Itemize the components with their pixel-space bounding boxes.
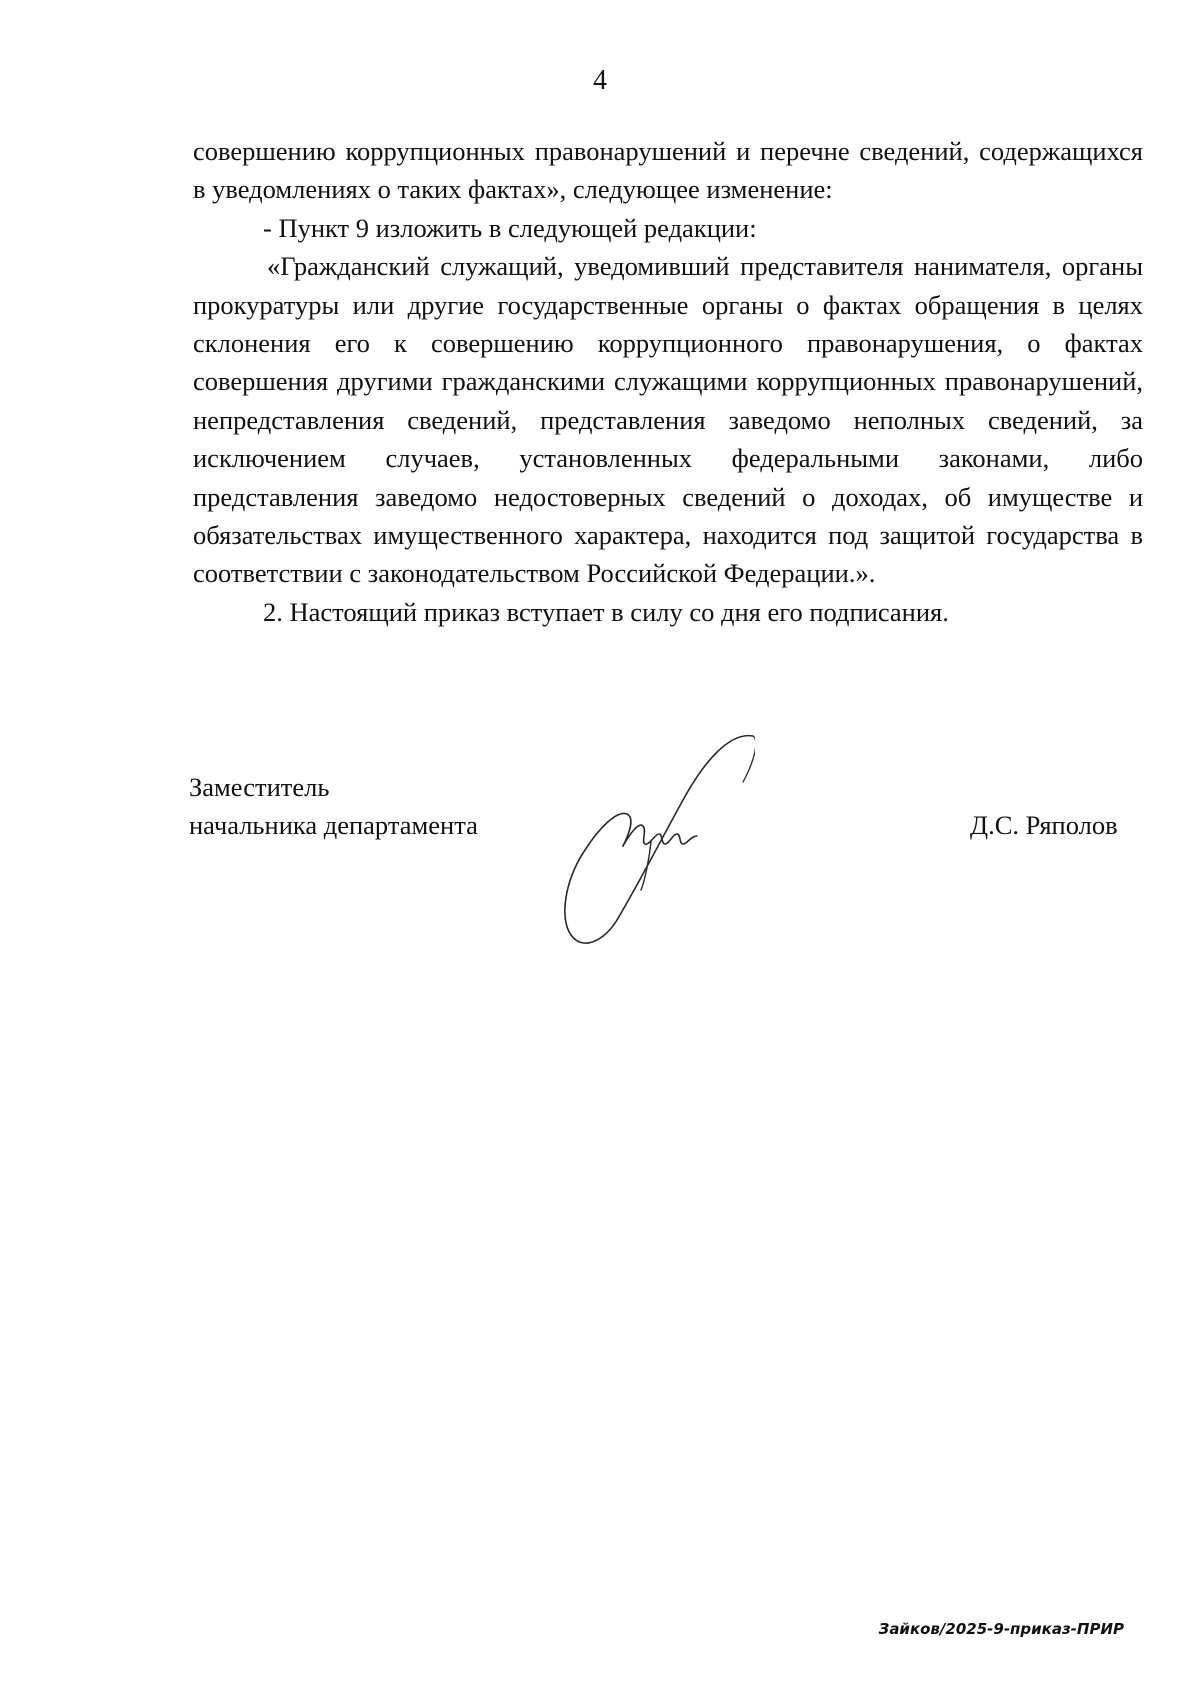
signatory-position (189, 768, 478, 844)
document-body (193, 132, 1143, 631)
signatory-name: Д.С. Ряполов (970, 810, 1118, 840)
handwritten-signature-icon (555, 730, 755, 950)
page-number: 4 (593, 65, 607, 96)
paragraph-amendment-intro: - Пункт 9 изложить в следующей редакции: (263, 212, 757, 243)
paragraph-amendment-text: «Гражданский служащий, уведомивший представителя нанимателя, органы прокуратуры или другие государственные органы о фактах обращения в целях склонения его к совершению коррупционного правонарушения, о фактах совершения другими гражданскими служащими коррупционных правонарушений, непредставления сведений, представления заведомо неполных сведений, за исключением случаев, установленных федеральными законами, либо представления заведомо недостоверных сведений о доходах, об имуществе и обязательствах имущественного характера, находится под защитой государства в соответствии с законодательством Российской Федерации.». (193, 251, 1143, 589)
signatory-position-line2: начальника департамента (189, 810, 478, 840)
paragraph-effective-date: 2. Настоящий приказ вступает в силу со дня его подписания. (263, 596, 949, 627)
paragraph-continuation: совершению коррупционных правонарушений и перечне сведений, содержащихся в уведомлениях о таких фактах», следующее изменение: (193, 136, 1143, 205)
signatory-position-line1: Заместитель (189, 772, 330, 802)
document-code: Зайков/2025-9-приказ-ПРИР (878, 1620, 1124, 1638)
